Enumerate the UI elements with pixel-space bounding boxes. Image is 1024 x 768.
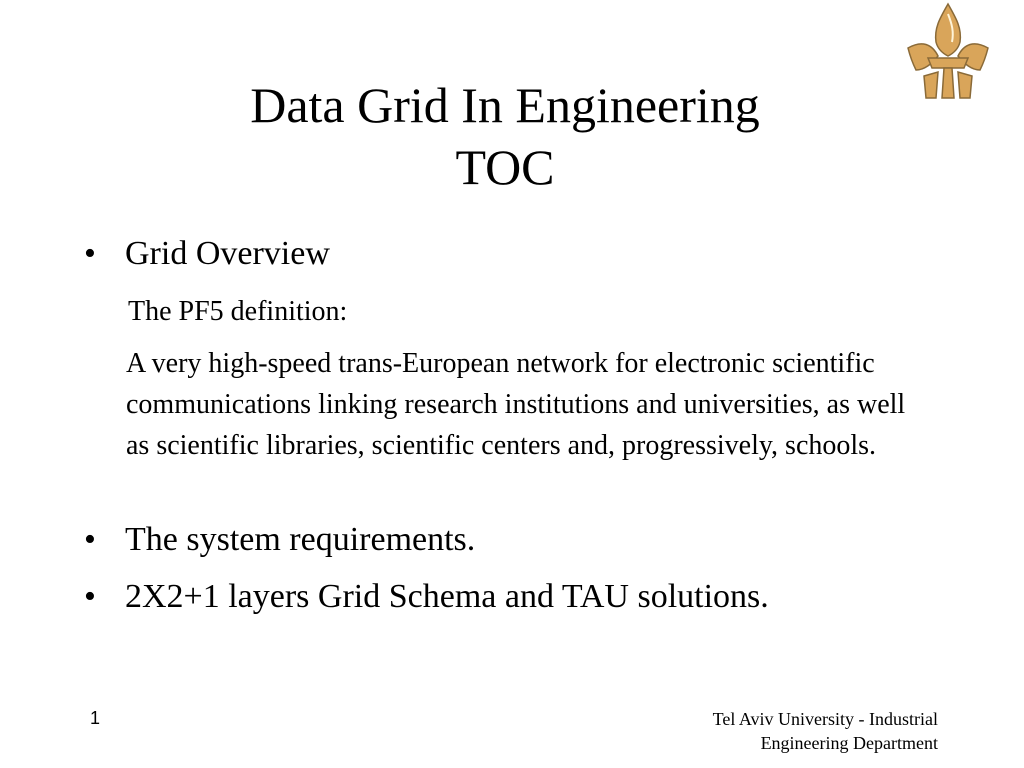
tau-emblem-icon (902, 2, 994, 102)
bullet-grid-schema (84, 577, 769, 617)
definition-label: The PF5 definition: (128, 296, 348, 327)
footer-institution: Tel Aviv University - Industrial Engineering Department (712, 709, 938, 753)
slide-title (0, 74, 1010, 198)
bullet-system-requirements (84, 520, 475, 560)
page-number: 1 (90, 708, 101, 728)
bullet-text: The system requirements. (125, 521, 476, 558)
slide-title-line-1: Data Grid In Engineering (250, 77, 760, 133)
bullet-grid-overview (84, 234, 330, 274)
bullet-marker: • (84, 578, 96, 615)
bullet-marker: • (84, 235, 96, 272)
bullet-text: Grid Overview (125, 235, 330, 272)
definition-text: A very high-speed trans-European network for electronic scientific communications linking research institutions and universities, as well as scientific libraries, scientific centers and, progressively, schools. (126, 348, 906, 461)
bullet-text: 2X2+1 layers Grid Schema and TAU solutions. (125, 578, 769, 615)
bullet-marker: • (84, 521, 96, 558)
slide-title-line-2: TOC (455, 139, 555, 195)
